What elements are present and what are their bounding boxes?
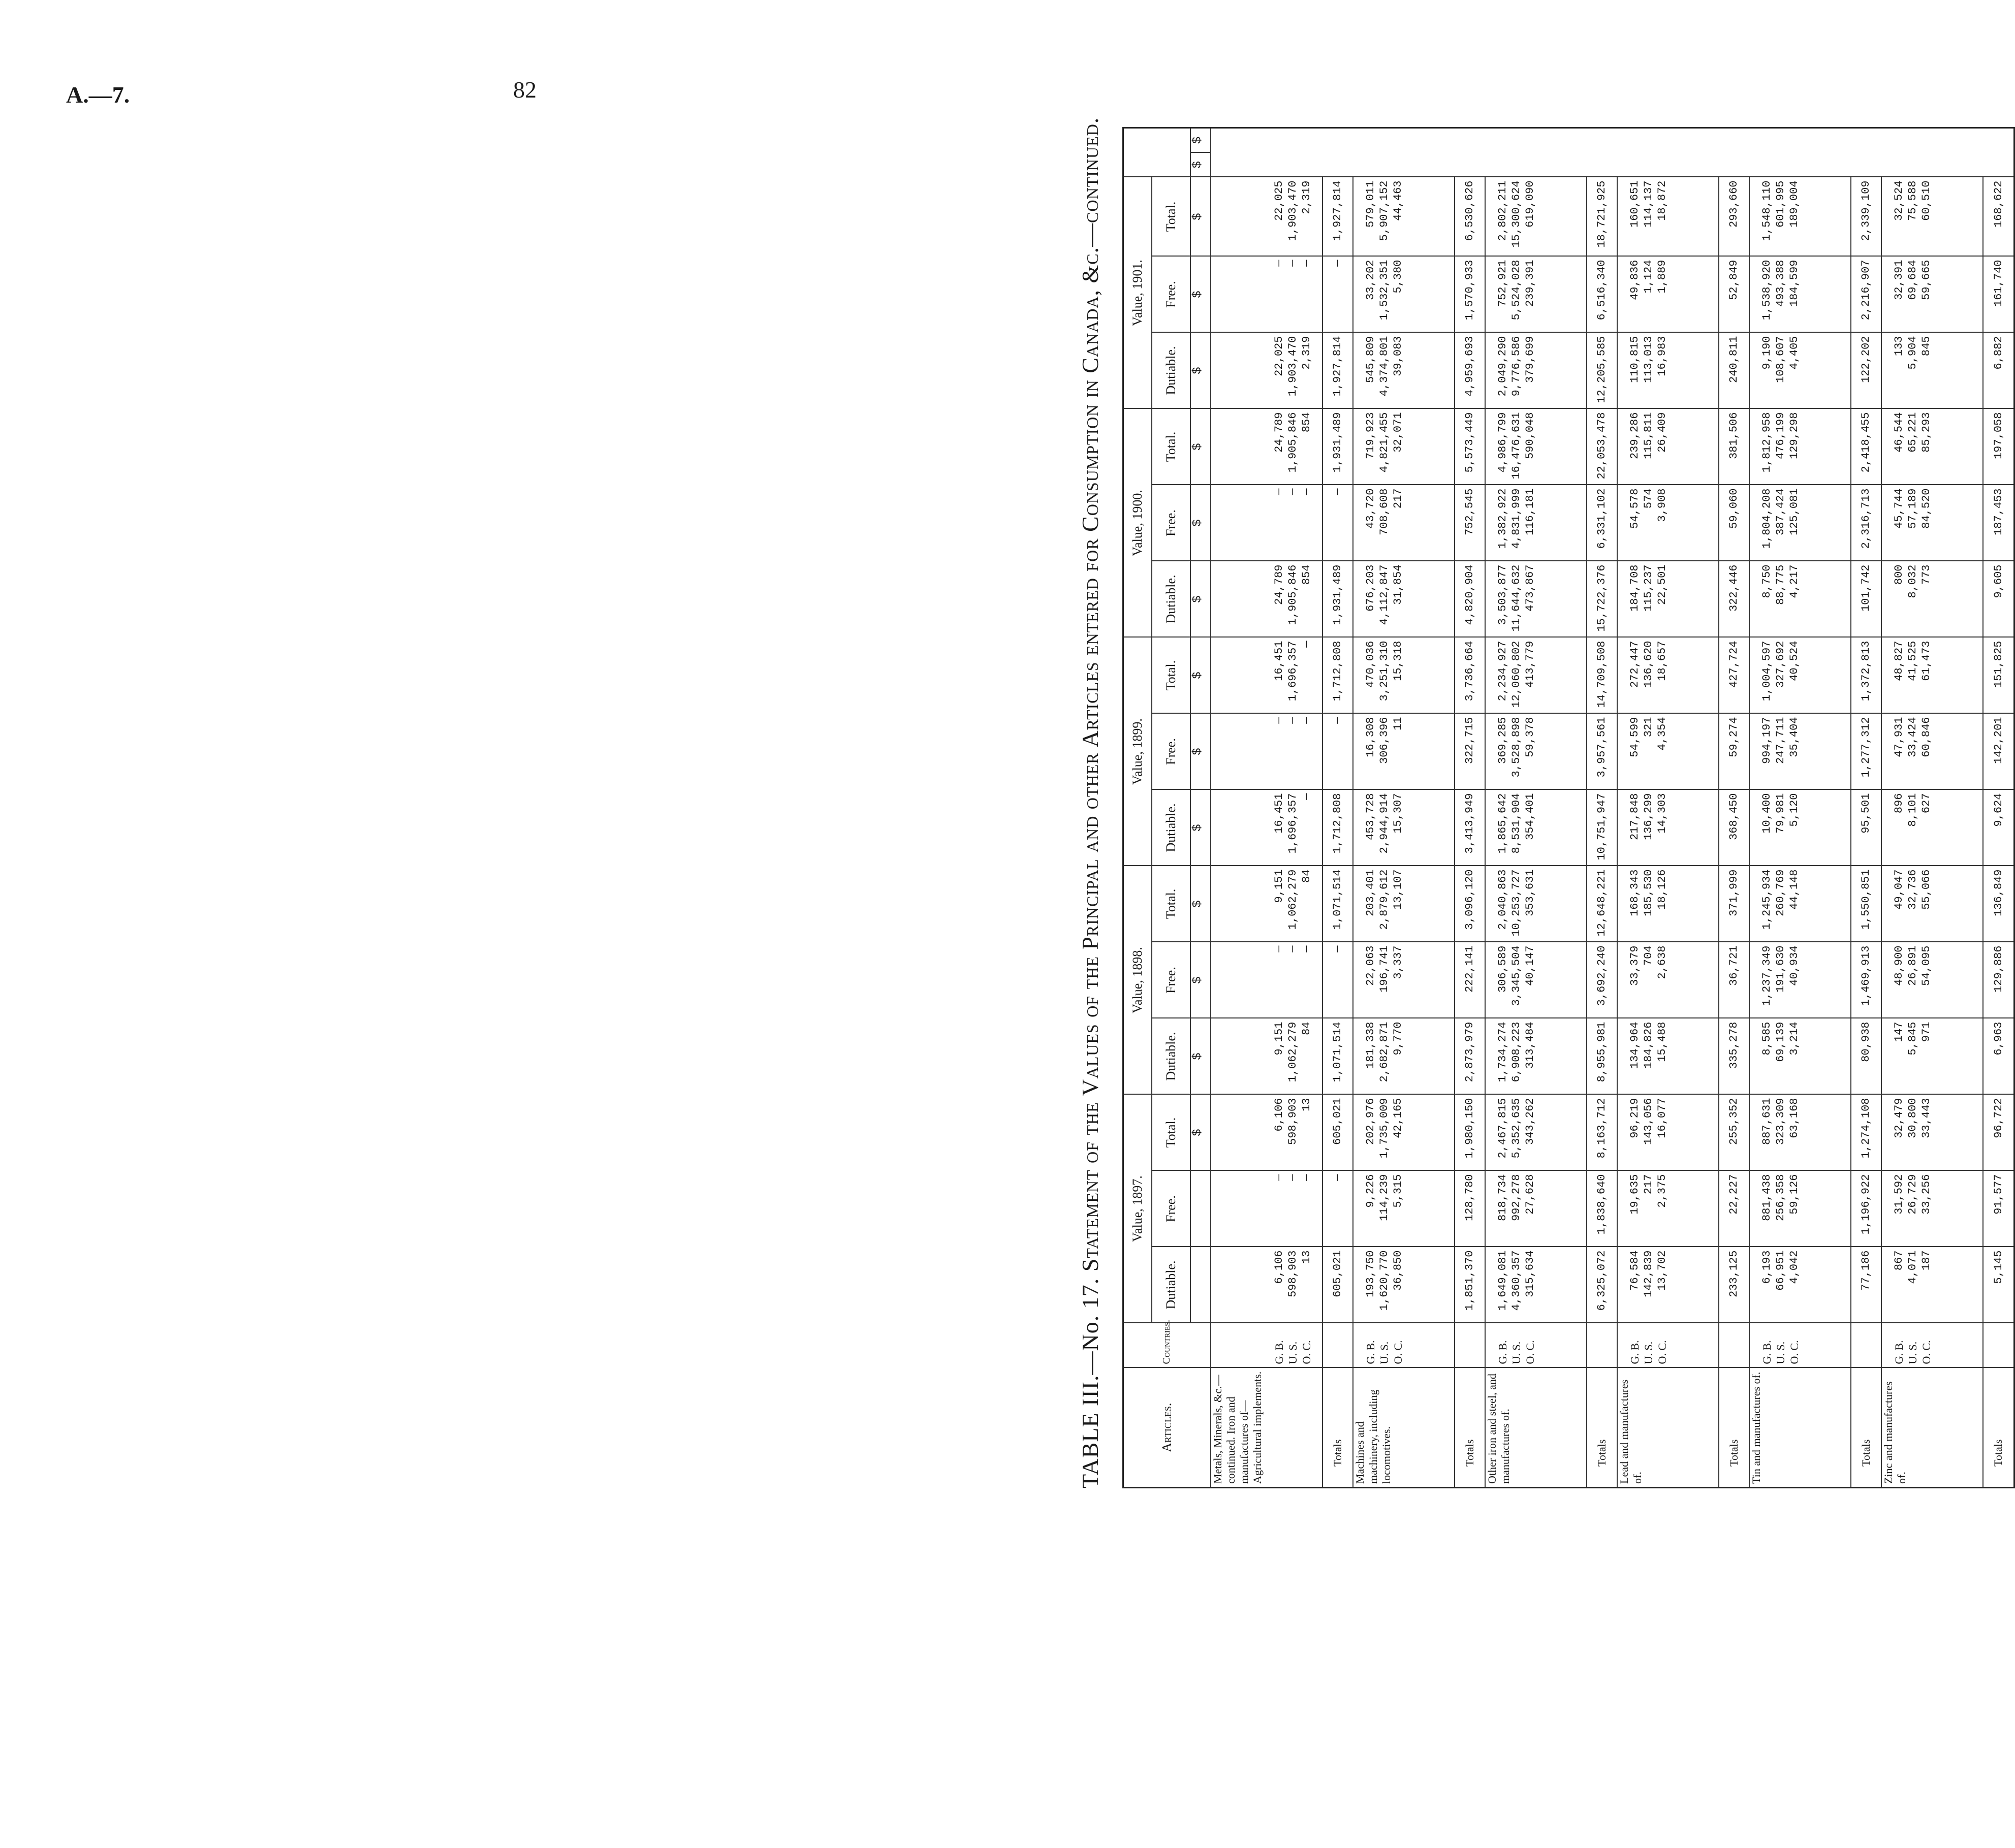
total-value-cell: 322,446: [1719, 561, 1749, 638]
value-cell: 6,193 66,951 4,042: [1749, 1247, 1851, 1323]
totals-row: [1851, 128, 1881, 1488]
unit-label: $: [1190, 561, 1211, 638]
totals-label: Totals: [1455, 1368, 1485, 1488]
total-value-cell: 197,058: [1983, 409, 2014, 485]
total-value-cell: 1,851,370: [1455, 1247, 1485, 1323]
value-cell: — — —: [1211, 485, 1323, 561]
total-value-cell: 3,692,240: [1587, 942, 1617, 1018]
total-value-cell: 752,545: [1455, 485, 1485, 561]
value-cell: 24,789 1,905,846 854: [1211, 409, 1323, 485]
total-value-cell: 142,201: [1983, 714, 2014, 790]
unit-label: $: [1190, 257, 1211, 333]
total-value-cell: 6,516,340: [1587, 257, 1617, 333]
value-cell: 133 5,904 845: [1881, 333, 1983, 409]
total-value-cell: 293,660: [1719, 177, 1749, 257]
totals-country-spacer: [1719, 1323, 1749, 1368]
total-value-cell: 5,573,449: [1455, 409, 1485, 485]
value-cell: 470,036 3,251,310 15,318: [1353, 638, 1455, 714]
value-cell: 3,503,877 11,644,632 473,867: [1485, 561, 1587, 638]
table-row: [1353, 128, 1455, 1488]
totals-label: Totals: [1719, 1368, 1749, 1488]
unit-label: $: [1190, 152, 1211, 177]
value-cell: 1,237,349 191,630 40,934: [1749, 942, 1851, 1018]
total-value-cell: 233,125: [1719, 1247, 1749, 1323]
country-codes: G. B. U. S. O. C.: [1617, 1323, 1719, 1368]
value-cell: — — —: [1211, 942, 1323, 1018]
year-header-1900: Value, 1900.: [1123, 409, 1152, 638]
total-value-cell: 22,227: [1719, 1171, 1749, 1247]
value-cell: 96,219 143,056 16,077: [1617, 1095, 1719, 1171]
statement-table: [1122, 127, 2015, 1488]
value-cell: 16,308 306,396 11: [1353, 714, 1455, 790]
value-cell: 2,040,863 10,253,727 353,631: [1485, 866, 1587, 942]
unit-label: $: [1190, 1095, 1211, 1171]
page-number: 82: [513, 77, 537, 103]
value-cell: 202,976 1,735,009 42,165: [1353, 1095, 1455, 1171]
value-cell: 9,190 108,607 4,405: [1749, 333, 1851, 409]
total-value-cell: 6,331,102: [1587, 485, 1617, 561]
country-codes: G. B. U. S. O. C.: [1749, 1323, 1851, 1368]
total-value-cell: 136,849: [1983, 866, 2014, 942]
rotated-table-block: [1062, 117, 2012, 1488]
article-name: Metals, Minerals, &c.—continued. Iron and manufactures of— Agricultural implements.: [1211, 1368, 1323, 1488]
total-value-cell: 4,959,693: [1455, 333, 1485, 409]
total-value-cell: 6,882: [1983, 333, 2014, 409]
value-cell: 32,524 75,588 60,510: [1881, 177, 1983, 257]
value-cell: 369,285 3,528,898 59,378: [1485, 714, 1587, 790]
total-value-cell: 18,721,925: [1587, 177, 1617, 257]
total-value-cell: 3,413,949: [1455, 790, 1485, 866]
value-cell: 54,578 574 3,908: [1617, 485, 1719, 561]
totals-label: Totals: [1323, 1368, 1353, 1488]
value-cell: 4,986,799 16,476,631 590,048: [1485, 409, 1587, 485]
total-value-cell: 3,957,561: [1587, 714, 1617, 790]
subheader-total: Total.: [1152, 638, 1190, 714]
value-cell: 719,923 4,821,455 32,071: [1353, 409, 1455, 485]
article-name: Machines and machinery, including locomotives.: [1353, 1368, 1455, 1488]
total-value-cell: 95,501: [1851, 790, 1881, 866]
value-cell: 1,812,958 476,199 129,298: [1749, 409, 1851, 485]
total-value-cell: 101,742: [1851, 561, 1881, 638]
value-cell: 16,451 1,696,357 —: [1211, 638, 1323, 714]
total-value-cell: 8,163,712: [1587, 1095, 1617, 1171]
total-value-cell: 96,722: [1983, 1095, 2014, 1171]
value-cell: 19,635 217 2,375: [1617, 1171, 1719, 1247]
total-value-cell: —: [1323, 714, 1353, 790]
total-value-cell: —: [1323, 257, 1353, 333]
total-value-cell: 12,205,585: [1587, 333, 1617, 409]
value-cell: 32,479 30,800 33,443: [1881, 1095, 1983, 1171]
total-value-cell: 1,570,933: [1455, 257, 1485, 333]
total-value-cell: 91,577: [1983, 1171, 2014, 1247]
total-value-cell: 12,648,221: [1587, 866, 1617, 942]
unit-label: $: [1190, 866, 1211, 942]
value-cell: 1,734,274 6,908,223 313,484: [1485, 1018, 1587, 1095]
value-cell: 239,286 115,811 26,409: [1617, 409, 1719, 485]
value-cell: 2,234,927 12,060,802 413,779: [1485, 638, 1587, 714]
article-name: Lead and manufactures of.: [1617, 1368, 1719, 1488]
country-codes: G. B. U. S. O. C.: [1211, 1323, 1323, 1368]
section-reference: A.—7.: [66, 82, 130, 108]
total-value-cell: 4,820,904: [1455, 561, 1485, 638]
value-cell: 306,589 3,345,504 40,147: [1485, 942, 1587, 1018]
total-value-cell: 77,186: [1851, 1247, 1881, 1323]
totals-country-spacer: [1323, 1323, 1353, 1368]
totals-label: Totals: [1587, 1368, 1617, 1488]
total-value-cell: 605,021: [1323, 1247, 1353, 1323]
value-cell: 579,011 5,907,152 44,463: [1353, 177, 1455, 257]
total-value-cell: 2,339,109: [1851, 177, 1881, 257]
total-value-cell: —: [1323, 485, 1353, 561]
table-row: [1749, 128, 1851, 1488]
subheader-dutiable: Dutiable.: [1152, 561, 1190, 638]
totals-row: [1455, 128, 1485, 1488]
table-title-text: Statement of the Values of the Principal and other Articles entered for Consumption in Canada, &c.—continued.: [1077, 117, 1103, 1272]
total-value-cell: 1,927,814: [1323, 177, 1353, 257]
total-value-cell: 3,736,664: [1455, 638, 1485, 714]
value-cell: 867 4,071 187: [1881, 1247, 1983, 1323]
table-row: [1881, 128, 1983, 1488]
subheader-free: Free.: [1152, 485, 1190, 561]
total-value-cell: 6,963: [1983, 1018, 2014, 1095]
value-cell: 160,651 114,137 18,872: [1617, 177, 1719, 257]
subheader-dutiable: Dutiable.: [1152, 1018, 1190, 1095]
totals-row: [1323, 128, 1353, 1488]
value-cell: 887,631 323,309 63,168: [1749, 1095, 1851, 1171]
value-cell: 168,343 185,530 18,126: [1617, 866, 1719, 942]
total-value-cell: 187,453: [1983, 485, 2014, 561]
value-cell: 10,400 79,981 5,120: [1749, 790, 1851, 866]
totals-row: [1983, 128, 2014, 1488]
total-value-cell: 6,530,626: [1455, 177, 1485, 257]
value-cell: 9,151 1,062,279 84: [1211, 866, 1323, 942]
subheader-free: Free.: [1152, 714, 1190, 790]
total-value-cell: 15,722,376: [1587, 561, 1617, 638]
total-value-cell: 427,724: [1719, 638, 1749, 714]
total-value-cell: 1,196,922: [1851, 1171, 1881, 1247]
unit-label: $: [1190, 790, 1211, 866]
total-value-cell: 1,931,489: [1323, 409, 1353, 485]
value-cell: 1,804,208 387,424 125,081: [1749, 485, 1851, 561]
unit-label: $: [1190, 638, 1211, 714]
value-cell: 818,734 992,278 27,628: [1485, 1171, 1587, 1247]
totals-country-spacer: [1587, 1323, 1617, 1368]
subheader-dutiable: Dutiable.: [1152, 1247, 1190, 1323]
total-value-cell: 161,740: [1983, 257, 2014, 333]
total-value-cell: 1,931,489: [1323, 561, 1353, 638]
value-cell: 45,744 57,189 84,520: [1881, 485, 1983, 561]
year-header-1901: Value, 1901.: [1123, 177, 1152, 409]
total-value-cell: 59,060: [1719, 485, 1749, 561]
total-value-cell: 6,325,072: [1587, 1247, 1617, 1323]
unit-label: $: [1190, 177, 1211, 257]
total-value-cell: 129,886: [1983, 942, 2014, 1018]
total-value-cell: 3,096,120: [1455, 866, 1485, 942]
value-cell: 203,401 2,879,612 13,107: [1353, 866, 1455, 942]
subheader-free: Free.: [1152, 942, 1190, 1018]
unit-label: $: [1190, 1018, 1211, 1095]
total-value-cell: —: [1323, 942, 1353, 1018]
total-value-cell: 2,418,455: [1851, 409, 1881, 485]
value-cell: 22,063 196,741 3,337: [1353, 942, 1455, 1018]
value-cell: 181,338 2,682,871 9,770: [1353, 1018, 1455, 1095]
value-cell: 22,025 1,903,470 2,319: [1211, 333, 1323, 409]
total-value-cell: 605,021: [1323, 1095, 1353, 1171]
totals-country-spacer: [1851, 1323, 1881, 1368]
table-row: [1211, 128, 1323, 1488]
total-value-cell: 1,927,814: [1323, 333, 1353, 409]
total-value-cell: 371,999: [1719, 866, 1749, 942]
year-header-1897: Value, 1897.: [1123, 1095, 1152, 1323]
subheader-total: Total.: [1152, 866, 1190, 942]
total-value-cell: 151,825: [1983, 638, 2014, 714]
table-label: TABLE III.—No. 17.: [1077, 1278, 1103, 1488]
subheader-total: Total.: [1152, 1095, 1190, 1171]
value-cell: 134,964 184,826 15,488: [1617, 1018, 1719, 1095]
value-cell: 2,467,815 5,352,635 343,262: [1485, 1095, 1587, 1171]
value-cell: 193,750 1,620,770 36,850: [1353, 1247, 1455, 1323]
total-value-cell: 168,622: [1983, 177, 2014, 257]
totals-label: Totals: [1851, 1368, 1881, 1488]
value-cell: 76,584 142,839 13,702: [1617, 1247, 1719, 1323]
total-value-cell: 1,550,851: [1851, 866, 1881, 942]
value-cell: 272,447 136,620 18,657: [1617, 638, 1719, 714]
value-cell: 8,585 69,139 3,214: [1749, 1018, 1851, 1095]
unit-label: $: [1190, 485, 1211, 561]
year-header-1898: Value, 1898.: [1123, 866, 1152, 1095]
value-cell: 22,025 1,903,470 2,319: [1211, 177, 1323, 257]
value-cell: 545,809 4,374,801 39,083: [1353, 333, 1455, 409]
value-cell: 54,599 321 4,354: [1617, 714, 1719, 790]
unit-spacer: [1190, 1247, 1211, 1323]
value-cell: 1,865,642 8,531,904 354,401: [1485, 790, 1587, 866]
total-value-cell: 22,053,478: [1587, 409, 1617, 485]
value-cell: 47,931 33,424 60,846: [1881, 714, 1983, 790]
total-value-cell: 1,712,808: [1323, 790, 1353, 866]
article-name: Zinc and manufactures of.: [1881, 1368, 1983, 1488]
value-cell: 24,789 1,905,846 854: [1211, 561, 1323, 638]
unit-label: $: [1190, 942, 1211, 1018]
value-cell: 147 5,845 971: [1881, 1018, 1983, 1095]
total-value-cell: 122,202: [1851, 333, 1881, 409]
totals-row: [1719, 128, 1749, 1488]
totals-country-spacer: [1455, 1323, 1485, 1368]
value-cell: 33,379 704 2,638: [1617, 942, 1719, 1018]
total-value-cell: 52,849: [1719, 257, 1749, 333]
total-value-cell: 59,274: [1719, 714, 1749, 790]
total-value-cell: 1,469,913: [1851, 942, 1881, 1018]
value-cell: 9,226 114,239 5,315: [1353, 1171, 1455, 1247]
value-cell: 994,197 247,711 35,404: [1749, 714, 1851, 790]
total-value-cell: 80,938: [1851, 1018, 1881, 1095]
total-value-cell: 9,605: [1983, 561, 2014, 638]
country-codes: G. B. U. S. O. C.: [1353, 1323, 1455, 1368]
unit-label: $: [1190, 409, 1211, 485]
total-value-cell: 255,352: [1719, 1095, 1749, 1171]
total-value-cell: 9,624: [1983, 790, 2014, 866]
total-value-cell: 2,316,713: [1851, 485, 1881, 561]
country-codes: G. B. U. S. O. C.: [1485, 1323, 1587, 1368]
subheader-dutiable: Dutiable.: [1152, 333, 1190, 409]
subheader-free: Free.: [1152, 1171, 1190, 1247]
value-cell: 1,245,934 260,769 44,148: [1749, 866, 1851, 942]
total-value-cell: —: [1323, 1171, 1353, 1247]
total-value-cell: 1,838,640: [1587, 1171, 1617, 1247]
value-cell: 217,848 136,299 14,303: [1617, 790, 1719, 866]
table-title: [1062, 117, 1118, 1488]
total-value-cell: 1,274,108: [1851, 1095, 1881, 1171]
total-value-cell: 14,709,508: [1587, 638, 1617, 714]
value-cell: — — —: [1211, 1171, 1323, 1247]
unit-spacer: [1190, 1171, 1211, 1247]
value-cell: — — —: [1211, 714, 1323, 790]
value-cell: 31,592 26,729 33,256: [1881, 1171, 1983, 1247]
value-cell: 49,836 1,124 1,889: [1617, 257, 1719, 333]
country-codes: G. B. U. S. O. C.: [1881, 1323, 1983, 1368]
total-value-cell: 1,712,808: [1323, 638, 1353, 714]
value-cell: 49,047 32,736 55,066: [1881, 866, 1983, 942]
value-cell: 2,049,290 9,776,586 379,699: [1485, 333, 1587, 409]
total-value-cell: 1,372,813: [1851, 638, 1881, 714]
value-cell: 16,451 1,696,357 —: [1211, 790, 1323, 866]
value-cell: 2,802,211 15,300,624 619,090: [1485, 177, 1587, 257]
total-value-cell: 222,141: [1455, 942, 1485, 1018]
value-cell: 43,720 708,608 217: [1353, 485, 1455, 561]
value-cell: 33,202 1,532,351 5,380: [1353, 257, 1455, 333]
subheader-dutiable: Dutiable.: [1152, 790, 1190, 866]
total-value-cell: 5,145: [1983, 1247, 2014, 1323]
value-cell: 8,750 88,775 4,217: [1749, 561, 1851, 638]
value-cell: 1,649,081 4,360,357 315,634: [1485, 1247, 1587, 1323]
value-cell: 1,548,110 601,995 189,004: [1749, 177, 1851, 257]
total-value-cell: 322,715: [1455, 714, 1485, 790]
articles-header: Articles.: [1123, 1368, 1211, 1488]
value-cell: 32,391 69,684 59,665: [1881, 257, 1983, 333]
total-value-cell: 1,071,514: [1323, 1018, 1353, 1095]
value-cell: 800 8,032 773: [1881, 561, 1983, 638]
value-cell: 110,815 113,013 16,983: [1617, 333, 1719, 409]
subheader-total: Total.: [1152, 177, 1190, 257]
total-value-cell: 1,277,312: [1851, 714, 1881, 790]
value-cell: 46,544 65,221 85,293: [1881, 409, 1983, 485]
total-value-cell: 36,721: [1719, 942, 1749, 1018]
article-name: Tin and manufactures of.: [1749, 1368, 1851, 1488]
subheader-total: Total.: [1152, 409, 1190, 485]
total-value-cell: 368,450: [1719, 790, 1749, 866]
total-value-cell: 2,216,907: [1851, 257, 1881, 333]
value-cell: 48,900 26,891 54,095: [1881, 942, 1983, 1018]
table-row: [1617, 128, 1719, 1488]
total-value-cell: 240,811: [1719, 333, 1749, 409]
value-cell: — — —: [1211, 257, 1323, 333]
value-cell: 676,203 4,112,847 31,854: [1353, 561, 1455, 638]
total-value-cell: 128,780: [1455, 1171, 1485, 1247]
value-cell: 896 8,101 627: [1881, 790, 1983, 866]
value-cell: 48,827 41,525 61,473: [1881, 638, 1983, 714]
value-cell: 752,921 5,524,028 239,391: [1485, 257, 1587, 333]
value-cell: 6,106 598,903 13: [1211, 1247, 1323, 1323]
totals-row: [1587, 128, 1617, 1488]
total-value-cell: 2,873,979: [1455, 1018, 1485, 1095]
value-cell: 453,728 2,944,914 15,307: [1353, 790, 1455, 866]
total-value-cell: 1,071,514: [1323, 866, 1353, 942]
unit-label: $: [1190, 128, 1211, 153]
unit-label: $: [1190, 333, 1211, 409]
totals-country-spacer: [1983, 1323, 2014, 1368]
table-row: [1485, 128, 1587, 1488]
total-value-cell: 10,751,947: [1587, 790, 1617, 866]
total-value-cell: 335,278: [1719, 1018, 1749, 1095]
value-cell: 9,151 1,062,279 84: [1211, 1018, 1323, 1095]
countries-header: Countries.: [1123, 1323, 1211, 1368]
subheader-free: Free.: [1152, 257, 1190, 333]
value-cell: 1,004,597 327,692 40,524: [1749, 638, 1851, 714]
value-cell: 881,438 256,358 59,126: [1749, 1171, 1851, 1247]
total-value-cell: 381,506: [1719, 409, 1749, 485]
year-header-1899: Value, 1899.: [1123, 638, 1152, 866]
total-value-cell: 1,980,150: [1455, 1095, 1485, 1171]
unit-label: $: [1190, 714, 1211, 790]
article-name: Other iron and steel, and manufactures of.: [1485, 1368, 1587, 1488]
total-value-cell: 8,955,981: [1587, 1018, 1617, 1095]
totals-label: Totals: [1983, 1368, 2014, 1488]
value-cell: 1,382,922 4,831,999 116,181: [1485, 485, 1587, 561]
value-cell: 184,708 115,237 22,501: [1617, 561, 1719, 638]
value-cell: 1,538,920 493,388 184,599: [1749, 257, 1851, 333]
value-cell: 6,106 598,903 13: [1211, 1095, 1323, 1171]
